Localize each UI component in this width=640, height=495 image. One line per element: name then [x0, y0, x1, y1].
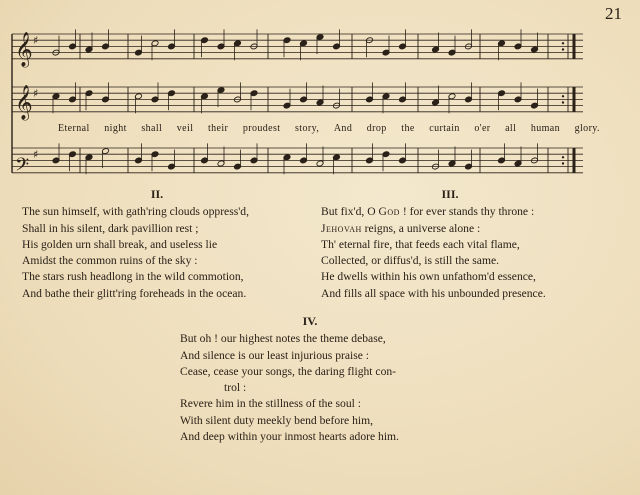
verse-line: Cease, cease your songs, the daring flight con- — [180, 364, 397, 378]
verse-line: And deep within your inmost hearts adore him. — [180, 430, 399, 444]
verse-line: And silence is our least injurious praise : — [180, 348, 370, 362]
verse-line: Th' eternal fire, that feeds each vital flame, — [321, 237, 520, 251]
verse-line: Collected, or diffus'd, is still the same. — [321, 254, 500, 268]
verse-line: With silent duty meekly bend before him, — [180, 413, 374, 427]
verse-line: The sun himself, with gath'ring clouds oppress'd, — [22, 205, 250, 219]
verse-line: And fills all space with his unbounded presence. — [321, 286, 546, 300]
music-score — [0, 0, 640, 180]
verse-3 — [321, 186, 579, 302]
verse-4 — [180, 313, 440, 445]
lyric-word: proudest — [242, 123, 281, 134]
bass-clef: 𝄢 — [15, 155, 30, 180]
treble-clef: 𝄞 — [15, 31, 33, 67]
lyric-word: o'er — [474, 123, 491, 134]
key-signature: ♯ — [33, 33, 39, 47]
verse-line — [321, 221, 579, 237]
verse-line: Shall in his silent, dark pavillion rest ; — [22, 221, 199, 235]
lyric-word: drop — [366, 123, 387, 134]
repeat-dot — [562, 162, 564, 164]
lyric-word: the — [401, 123, 415, 134]
repeat-dot — [562, 156, 564, 158]
lyric-word: curtain — [429, 123, 460, 134]
repeat-dot — [562, 101, 564, 103]
verse-line: But oh ! our highest notes the theme debase, — [180, 332, 386, 346]
lyrics-line — [58, 123, 600, 134]
lyric-word: night — [104, 123, 127, 134]
verse-text: ! for ever stands thy throne : — [402, 205, 535, 219]
verse-line: The stars rush headlong in the wild commotion, — [22, 270, 244, 284]
repeat-dot — [562, 48, 564, 50]
key-signature: ♯ — [33, 147, 39, 161]
lyric-word: their — [207, 123, 229, 134]
lyric-word: And — [333, 123, 353, 134]
verse-numeral: II. — [150, 187, 164, 201]
lyric-word: shall — [141, 123, 163, 134]
verse-line: He dwells within his own unfathom'd essence, — [321, 270, 536, 284]
score-staves — [12, 29, 583, 180]
divine-name: Jehovah — [321, 221, 362, 235]
verse-numeral: III. — [441, 187, 459, 201]
lyric-word: human — [530, 123, 561, 134]
page-number: 21 — [605, 4, 622, 23]
verse-line: trol : — [224, 381, 247, 395]
repeat-dot — [562, 95, 564, 97]
lyric-word: story, — [295, 123, 320, 134]
lyric-word: veil — [176, 123, 194, 134]
lyric-word: Eternal — [58, 123, 90, 134]
verse-line: His golden urn shall break, and useless lie — [22, 237, 218, 251]
repeat-dot — [562, 42, 564, 44]
lyric-word: glory. — [574, 123, 600, 134]
divine-name: God — [378, 205, 400, 219]
lyric-word: all — [505, 123, 517, 134]
verse-line: And bathe their glitt'ring foreheads in the ocean. — [22, 286, 247, 300]
verse-line — [321, 204, 579, 220]
verse-2 — [22, 186, 292, 302]
treble-clef: 𝄞 — [15, 84, 33, 120]
verse-numeral: IV. — [302, 314, 318, 328]
verse-text: reigns, a universe alone : — [361, 221, 481, 235]
key-signature: ♯ — [33, 86, 39, 100]
verse-line: Revere him in the stillness of the soul : — [180, 397, 361, 411]
verse-text: But fix'd, O — [321, 205, 376, 219]
verse-line: Amidst the common ruins of the sky : — [22, 254, 198, 268]
